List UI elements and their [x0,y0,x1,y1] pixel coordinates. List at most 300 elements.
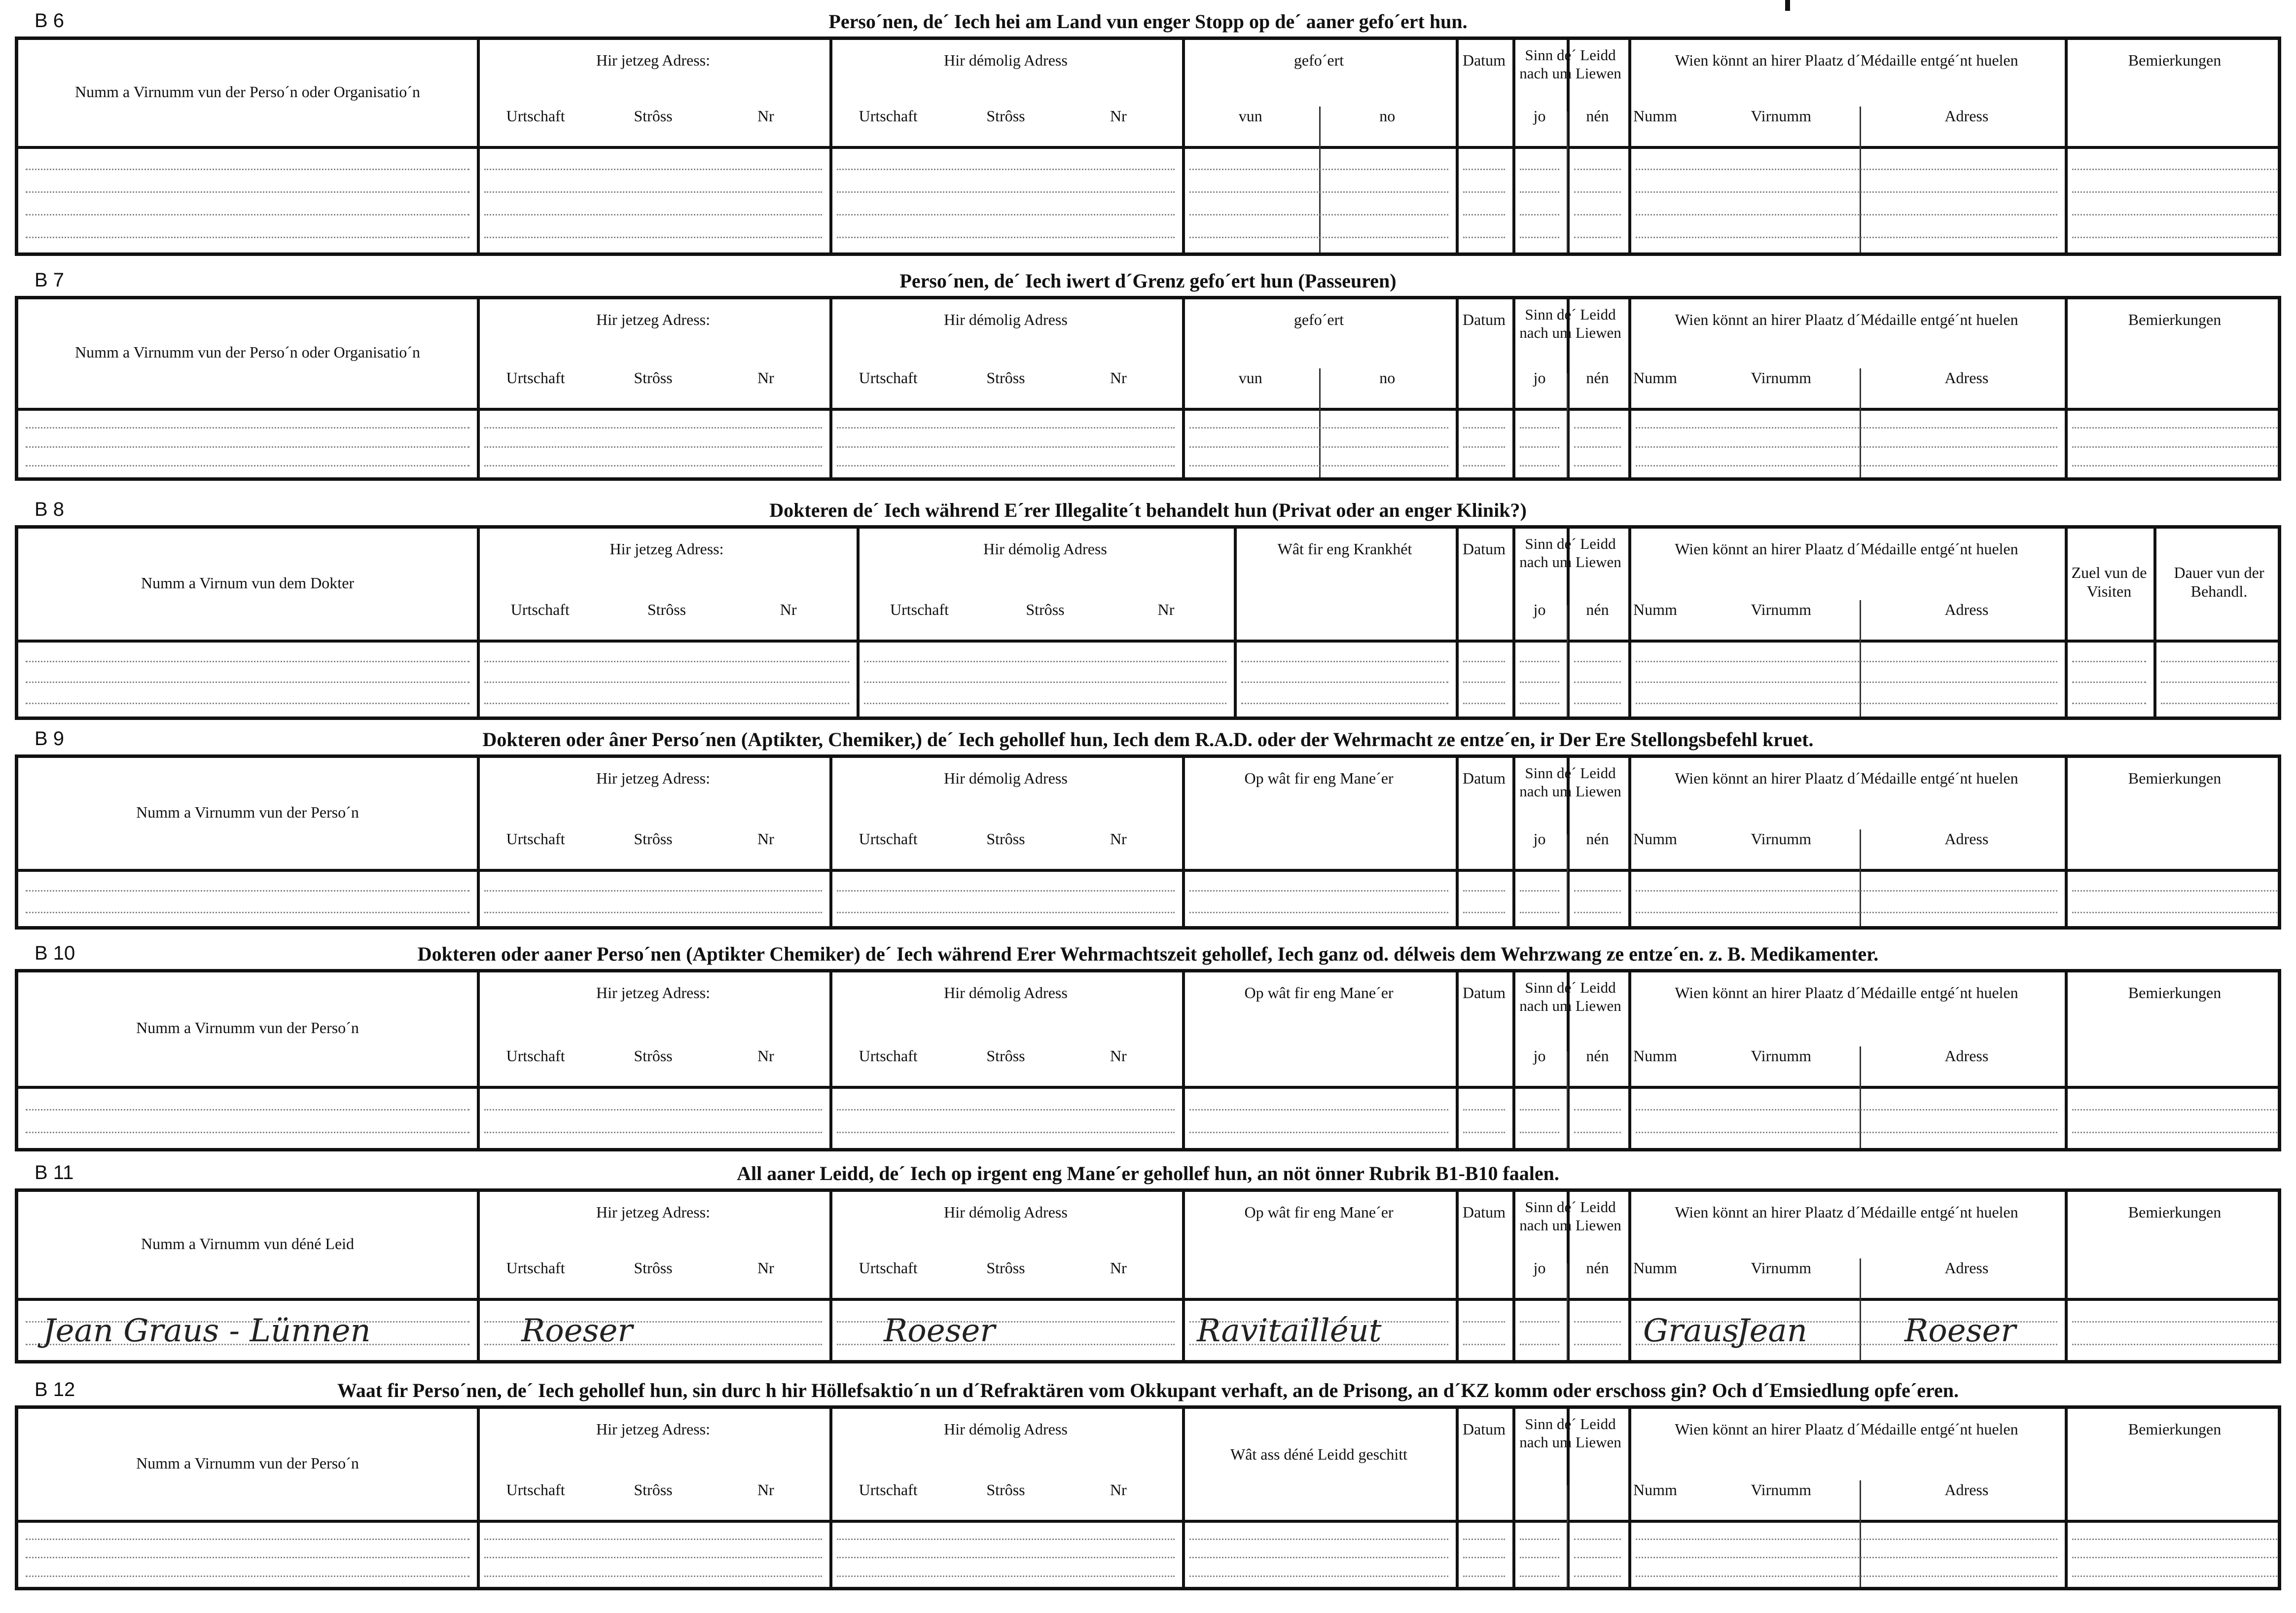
entry-line [484,681,849,683]
entry-line [1189,237,1448,238]
suffered-subdivider [1567,1263,1568,1360]
entry-line [1189,427,1448,429]
entry-line [1574,237,1621,238]
entry-line [26,1557,469,1558]
remarks-header: Bemierkungen [2128,1203,2222,1221]
medal-subdivider [1860,368,1861,477]
from-label: vun [1238,369,1262,387]
manner-header: Op wât fir eng Mane´er [1244,984,1394,1002]
suffered-subdivider [1567,1051,1568,1148]
entry-line [1636,427,2057,429]
section-header [15,725,2281,754]
entry-line [837,1109,1175,1111]
entry-line [1574,1557,1621,1558]
nr-label: Nr [1157,601,1175,618]
entry-line [1636,1109,2057,1111]
medal-firstname-label: Virnumm [1751,1481,1811,1499]
column-divider [1628,972,1631,1148]
no-label: nén [1586,830,1609,848]
urtschaft-label: Urtschaft [506,107,565,125]
entry-line [2072,661,2146,662]
date-header: Datum [1462,1203,1506,1221]
section-title: Dokteren oder aaner Perso´nen (Aptikter Chemiker) de´ Iech während Erer Wehrmachtszeit gehollef, Iech ganz od. délweis dem Wehrzwang ze entze´en. z. B. Medikamenter. [417,943,1879,965]
entry-line [484,465,822,466]
column-divider [1234,529,1237,717]
entry-line [1241,681,1448,683]
no-label: nén [1586,1259,1609,1277]
stross-label: Strôss [634,107,673,125]
medal-address-label: Adress [1944,1481,1989,1499]
entry-line [1520,214,1559,215]
entry-line [484,1539,822,1540]
entry-line [1574,1344,1621,1345]
entry-medal-name: Graus [1643,1313,1739,1349]
column-divider [1182,1409,1185,1587]
section-table [15,754,2281,930]
section-b7 [15,266,2281,481]
entry-line [484,1132,822,1133]
nr-label: Nr [757,1047,774,1065]
column-divider [1182,972,1185,1148]
manner-header: Wât fir eng Krankhét [1277,540,1412,558]
medal-firstname-label: Virnumm [1751,830,1811,848]
column-divider [2065,529,2068,717]
entry-line [26,1109,469,1111]
current-address-header: Hir jetzeg Adress: [596,311,711,328]
medal-firstname-label: Virnumm [1751,1047,1811,1065]
entry-line [1520,1557,1559,1558]
stross-label: Strôss [634,1481,673,1499]
section-table [15,1188,2281,1363]
entry-line [1636,1576,2057,1577]
nr-label: Nr [1110,830,1127,848]
entry-line [1463,912,1505,913]
name-header: Numm a Virnum vun dem Dokter [141,574,355,592]
section-table [15,296,2281,481]
medal-firstname-label: Virnumm [1751,1259,1811,1277]
urtschaft-label: Urtschaft [506,1047,565,1065]
medal-header: Wien könnt an hirer Plaatz d´Médaille entgé´nt huelen [1675,769,2018,787]
stross-label: Strôss [634,1047,673,1065]
entry-line [1574,427,1621,429]
entry-line [26,169,469,170]
entry-line [26,703,469,704]
section-b8 [15,496,2281,720]
medal-header: Wien könnt an hirer Plaatz d´Médaille entgé´nt huelen [1675,51,2018,69]
entry-line [1574,1576,1621,1577]
section-code: B 10 [35,942,75,964]
entry-line [2161,681,2277,683]
entry-line [1520,912,1559,913]
entry-line [26,890,469,892]
suffered-header: Sinn de´ Leidd nach um Liewen [1519,306,1621,342]
former-address-header: Hir démolig Adress [944,1420,1068,1438]
suffered-header: Sinn de´ Leidd nach um Liewen [1519,46,1621,82]
entry-line [837,1132,1175,1133]
column-divider [1628,529,1631,717]
stross-label: Strôss [1026,601,1065,618]
nr-label: Nr [1110,369,1127,387]
entry-line [26,191,469,193]
nr-label: Nr [780,601,797,618]
entry-line [1463,1539,1505,1540]
stross-label: Strôss [634,369,673,387]
entry-line [837,214,1175,215]
entry-line [26,446,469,448]
entry-line [1574,1109,1621,1111]
entry-line [2072,890,2277,892]
entry-line [1463,681,1505,683]
entry-former-address: Roeser [884,1313,995,1349]
entry-line [1636,1132,2057,1133]
entry-line [26,681,469,683]
entry-line [1463,169,1505,170]
entry-line [1520,1132,1559,1133]
nr-label: Nr [1110,1259,1127,1277]
urtschaft-label: Urtschaft [506,369,565,387]
entry-line [1520,890,1559,892]
transported-subdivider [1319,107,1321,252]
entry-line [837,191,1175,193]
entry-manner: Ravitailléut [1197,1313,1382,1349]
section-code: B 12 [35,1379,75,1400]
medal-name-label: Numm [1633,1259,1677,1277]
section-header [15,939,2281,969]
entry-line [1463,1321,1505,1323]
entry-line [1520,703,1559,704]
to-label: no [1379,369,1396,387]
entry-line [1520,661,1559,662]
entry-line [484,912,822,913]
nr-label: Nr [757,830,774,848]
entry-line [484,1557,822,1558]
nr-label: Nr [757,369,774,387]
entry-line [837,465,1175,466]
section-code: B 7 [35,269,65,291]
remarks-header: Bemierkungen [2128,311,2222,328]
entry-line [864,661,1226,662]
entry-line [26,427,469,429]
entry-line [1636,237,2057,238]
medal-name-label: Numm [1633,830,1677,848]
name-header: Numm a Virnumm vun der Perso´n [136,1019,359,1037]
remarks-header: Bemierkungen [2128,984,2222,1002]
nr-label: Nr [1110,1047,1127,1065]
entry-line [1520,1109,1559,1111]
suffered-subdivider [1567,605,1568,717]
section-b12 [15,1376,2281,1590]
transported-header: gefo´ert [1293,311,1344,328]
column-divider [2153,529,2156,717]
entry-line [1636,912,2057,913]
entry-line [2072,1557,2277,1558]
current-address-header: Hir jetzeg Adress: [596,769,711,787]
entry-line [26,237,469,238]
name-header: Numm a Virnumm vun der Perso´n oder Organisatio´n [75,82,420,101]
entry-line [837,890,1175,892]
column-divider [1512,1409,1515,1587]
entry-line [1636,446,2057,448]
entry-line [1241,661,1448,662]
entry-line [484,237,822,238]
yes-label: jo [1533,1047,1546,1065]
entry-line [1636,1539,2057,1540]
entry-line [864,681,1226,683]
entry-line [1520,1539,1559,1540]
entry-line [1463,1557,1505,1558]
entry-line [26,661,469,662]
entry-line [2072,427,2277,429]
column-divider [1512,299,1515,477]
nr-label: Nr [1110,107,1127,125]
entry-line [1636,661,2057,662]
former-address-header: Hir démolig Adress [944,51,1068,69]
yes-label: jo [1533,1259,1546,1277]
entry-line [1574,191,1621,193]
section-code: B 11 [35,1162,74,1183]
entry-line [2072,1539,2277,1540]
entry-line [26,214,469,215]
header-divider [18,146,2278,149]
entry-line [1463,427,1505,429]
stross-label: Strôss [986,1047,1025,1065]
column-divider [1628,1192,1631,1360]
urtschaft-label: Urtschaft [859,830,918,848]
medal-header: Wien könnt an hirer Plaatz d´Médaille entgé´nt huelen [1675,540,2018,558]
entry-line [1636,681,2057,683]
entry-line [1636,890,2057,892]
urtschaft-label: Urtschaft [859,1259,918,1277]
entry-line [484,703,849,704]
section-title: Perso´nen, de´ Iech hei am Land vun enger Stopp op de´ aaner gefo´ert hun. [828,10,1468,33]
entry-line [1189,465,1448,466]
medal-name-label: Numm [1633,601,1677,618]
name-header: Numm a Virnumm vun der Perso´n [136,1454,359,1472]
suffered-subdivider [1567,111,1568,252]
entry-line [2072,1321,2277,1323]
entry-line [2072,465,2277,466]
current-address-header: Hir jetzeg Adress: [596,1420,711,1438]
entry-line [2161,703,2277,704]
entry-line [1189,1576,1448,1577]
remarks-header: Bemierkungen [2128,51,2222,69]
entry-line [1189,1109,1448,1111]
no-label: nén [1586,1047,1609,1065]
current-address-header: Hir jetzeg Adress: [610,540,724,558]
medal-address-label: Adress [1944,1047,1989,1065]
entry-line [26,1132,469,1133]
section-b6 [15,7,2281,256]
manner-header: Op wât fir eng Mane´er [1244,769,1394,787]
former-address-header: Hir démolig Adress [944,311,1068,328]
name-header: Numm a Virnumm vun der Perso´n [136,803,359,821]
remarks-header: Bemierkungen [2128,1420,2222,1438]
remarks-header: Bemierkungen [2128,769,2222,787]
entry-line [1574,912,1621,913]
entry-line [1463,1132,1505,1133]
date-header: Datum [1462,1420,1506,1438]
entry-line [2072,1109,2277,1111]
entry-line [1520,1321,1559,1323]
suffered-header: Sinn de´ Leidd nach um Liewen [1519,1415,1621,1451]
entry-line [1574,1539,1621,1540]
entry-line [2072,1132,2277,1133]
yes-label: jo [1533,369,1546,387]
entry-line [1574,1321,1621,1323]
entry-line [2072,1344,2277,1345]
entry-line [837,1576,1175,1577]
entry-line [837,237,1175,238]
entry-medal-firstname: Jean [1737,1313,1807,1349]
header-divider [18,1086,2278,1089]
no-label: nén [1586,601,1609,618]
current-address-header: Hir jetzeg Adress: [596,984,711,1002]
entry-medal-address: Roeser [1904,1313,2016,1349]
entry-line [1463,446,1505,448]
urtschaft-label: Urtschaft [506,1481,565,1499]
manner-header: Op wât fir eng Mane´er [1244,1203,1394,1221]
entry-line [1574,681,1621,683]
entry-line [1463,1344,1505,1345]
date-header: Datum [1462,311,1506,328]
section-table [15,969,2281,1151]
entry-line [1189,169,1448,170]
entry-line [2072,191,2277,193]
date-header: Datum [1462,769,1506,787]
nr-label: Nr [757,1259,774,1277]
stross-label: Strôss [986,107,1025,125]
entry-line [1463,191,1505,193]
entry-line [1520,237,1559,238]
entry-line [1520,681,1559,683]
entry-line [2072,681,2146,683]
section-table [15,525,2281,720]
entry-line [837,1539,1175,1540]
yes-label: jo [1533,107,1546,125]
medal-subdivider [1860,107,1861,252]
entry-line [484,890,822,892]
urtschaft-label: Urtschaft [506,830,565,848]
entry-current-address: Roeser [521,1313,633,1349]
header-divider [18,1298,2278,1301]
entry-line [1463,661,1505,662]
entry-line [484,191,822,193]
section-table [15,36,2281,256]
former-address-header: Hir démolig Adress [983,540,1107,558]
medal-name-label: Numm [1633,107,1677,125]
entry-line [837,912,1175,913]
entry-line [837,446,1175,448]
entry-line [484,661,849,662]
entry-line [2072,1576,2277,1577]
column-divider [1182,758,1185,926]
medal-name-label: Numm [1633,1481,1677,1499]
entry-line [1463,1109,1505,1111]
suffered-header: Sinn de´ Leidd nach um Liewen [1519,535,1621,571]
medal-firstname-label: Virnumm [1751,369,1811,387]
entry-line [2072,703,2146,704]
entry-line [484,169,822,170]
entry-line [2072,446,2277,448]
column-divider [1512,529,1515,717]
entry-line [1189,912,1448,913]
former-address-header: Hir démolig Adress [944,769,1068,787]
entry-line [1520,465,1559,466]
section-title: Dokteren oder âner Perso´nen (Aptikter, Chemiker,) de´ Iech gehollef hun, Iech dem R.A.D. oder der Wehrmacht ze entze´en, ir Der Ere Stellongsbefehl kruet. [482,728,1814,751]
section-b11 [15,1159,2281,1363]
section-b9 [15,725,2281,930]
transported-header: gefo´ert [1293,51,1344,69]
medal-address-label: Adress [1944,369,1989,387]
medal-firstname-label: Virnumm [1751,107,1811,125]
entry-line [837,169,1175,170]
entry-line [2072,912,2277,913]
section-b10 [15,939,2281,1151]
header-divider [18,869,2278,872]
section-title: Perso´nen, de´ Iech iwert d´Grenz gefo´ert hun (Passeuren) [899,270,1397,292]
entry-line [1520,191,1559,193]
date-header: Datum [1462,51,1506,69]
entry-line [1463,1576,1505,1577]
stross-label: Strôss [986,1259,1025,1277]
medal-address-label: Adress [1944,601,1989,618]
date-header: Datum [1462,984,1506,1002]
entry-line [1189,214,1448,215]
yes-label: jo [1533,601,1546,618]
column-divider [1628,1409,1631,1587]
medal-address-label: Adress [1944,830,1989,848]
entry-line [1520,1344,1559,1345]
to-label: no [1379,107,1396,125]
section-header [15,1376,2281,1405]
header-divider [18,640,2278,643]
section-code: B 8 [35,499,65,520]
entry-line [1574,214,1621,215]
entry-line [2161,661,2277,662]
from-label: vun [1238,107,1262,125]
suffered-header: Sinn de´ Leidd nach um Liewen [1519,979,1621,1015]
entry-name: Jean Graus - Lünnen [43,1313,371,1349]
entry-line [26,912,469,913]
name-header: Numm a Virnumm vun déné Leid [141,1234,355,1253]
stross-label: Strôss [634,1259,673,1277]
entry-line [1636,465,2057,466]
medal-header: Wien könnt an hirer Plaatz d´Médaille entgé´nt huelen [1675,1420,2018,1438]
duration-header: Dauer vun der Behandl. [2174,564,2264,601]
entry-line [1574,446,1621,448]
former-address-header: Hir démolig Adress [944,984,1068,1002]
entry-line [1463,237,1505,238]
urtschaft-label: Urtschaft [506,1259,565,1277]
entry-line [1574,661,1621,662]
entry-line [1520,1576,1559,1577]
column-divider [1628,758,1631,926]
date-header: Datum [1462,540,1506,558]
section-code: B 9 [35,728,65,750]
entry-line [1189,1132,1448,1133]
urtschaft-label: Urtschaft [859,1481,918,1499]
entry-line [484,1109,822,1111]
entry-line [1636,1557,2057,1558]
entry-line [2072,214,2277,215]
suffered-subdivider [1567,1485,1568,1587]
section-title: Waat fir Perso´nen, de´ Iech gehollef hun, sin durc h hir Höllefsaktio´n un d´Refraktären vom Okkupant verhaft, an de Prisong, an d´KZ komm oder erschoss gin? Och d´Emsiedlung opfe´eren. [337,1379,1959,1401]
entry-line [2072,237,2277,238]
entry-line [1189,1539,1448,1540]
entry-line [1574,1132,1621,1133]
medal-name-label: Numm [1633,369,1677,387]
medal-header: Wien könnt an hirer Plaatz d´Médaille entgé´nt huelen [1675,984,2018,1002]
